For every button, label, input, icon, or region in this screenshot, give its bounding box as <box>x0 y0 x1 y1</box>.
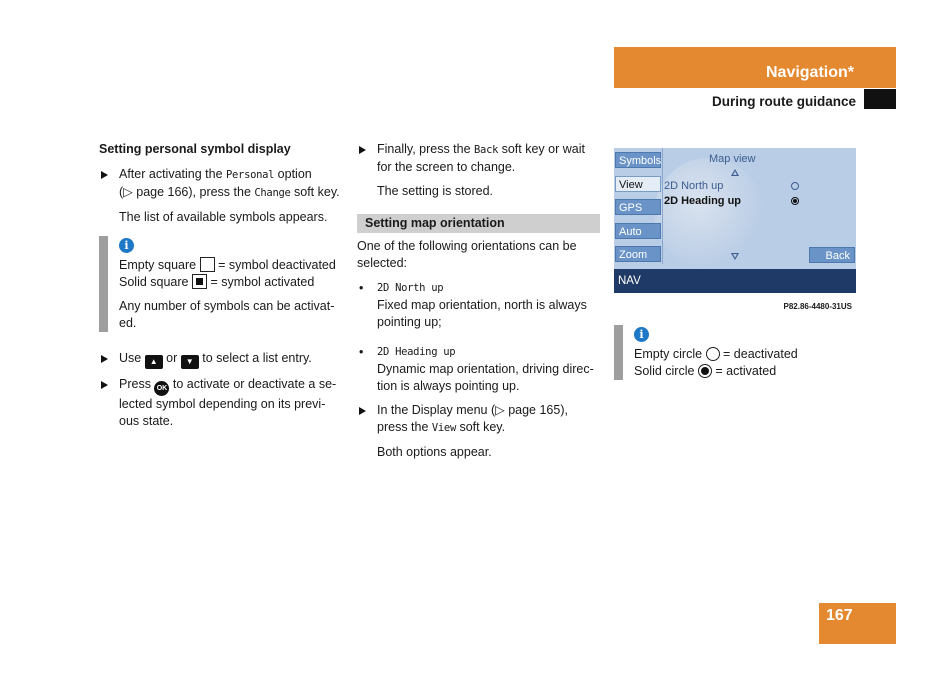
step-arrow-icon <box>359 146 366 154</box>
bullet-north-up: • 2D North up Fixed map orientation, north is always pointing up; <box>359 281 587 329</box>
info-box-symbols <box>99 236 345 332</box>
radio-empty-icon[interactable] <box>791 182 799 190</box>
page-number: 167 <box>819 603 896 644</box>
softkey-auto[interactable]: Auto <box>615 223 661 239</box>
info-icon: i <box>634 327 649 342</box>
result-options-appear: Both options appear. <box>377 445 492 459</box>
step-arrow-icon <box>101 381 108 389</box>
section-header-bar <box>614 47 896 88</box>
result-setting-stored: The setting is stored. <box>377 184 494 198</box>
status-bar-nav: NAV <box>614 269 856 293</box>
subsection-marker <box>864 89 896 109</box>
info-bar <box>99 236 108 332</box>
step-arrow-icon <box>101 355 108 363</box>
step-arrow-icon <box>359 407 366 415</box>
info-line-solid-circle: Solid circle = activated <box>634 364 777 378</box>
radio-selected-icon[interactable] <box>791 197 799 205</box>
info-line-solid: Solid square = symbol activated <box>119 275 315 289</box>
up-key-icon: ▲ <box>145 355 163 369</box>
map-view-title: Map view <box>709 153 756 165</box>
result-list-appears: The list of available symbols appears. <box>119 210 328 224</box>
softkey-gps[interactable]: GPS <box>615 199 661 215</box>
heading-personal-symbol: Setting personal symbol display <box>99 142 291 156</box>
down-key-icon: ▼ <box>181 355 199 369</box>
column-2 <box>357 141 600 468</box>
column-3 <box>614 148 856 398</box>
column-1 <box>99 141 345 437</box>
info-icon: i <box>119 238 134 253</box>
info-box-circles <box>614 325 856 380</box>
list-item-heading-up[interactable]: 2D Heading up <box>664 195 742 207</box>
info-line-empty: Empty square = symbol deactivated <box>119 258 336 272</box>
subsection-title: During route guidance <box>711 94 856 109</box>
step-press-ok: Press OK to activate or deactivate a se-lected symbol depending on its previ-ous state. <box>99 376 345 430</box>
section-title: Navigation* <box>765 64 854 81</box>
step-press-view: In the Display menu (▷ page 165), press the View soft key. <box>357 402 600 437</box>
list-item-north-up[interactable]: 2D North up <box>664 180 724 192</box>
scroll-up-icon[interactable] <box>731 169 739 176</box>
softkey-zoom[interactable]: Zoom <box>615 246 661 262</box>
step-arrow-icon <box>101 171 108 179</box>
info-bar <box>614 325 623 380</box>
softkey-symbols[interactable]: Symbols <box>615 152 661 168</box>
softkey-back[interactable]: Back <box>809 247 855 263</box>
step-select-entry: Use ▲ or ▼ to select a list entry. <box>99 350 345 369</box>
bullet-dot-icon: • <box>359 345 364 359</box>
section-map-orientation: Setting map orientation <box>357 214 600 233</box>
bullet-dot-icon: • <box>359 281 364 295</box>
empty-square-icon <box>200 257 215 272</box>
nav-screen-figure <box>614 148 856 293</box>
step-press-back: Finally, press the Back soft key or wait for the screen to change. <box>357 141 600 176</box>
step-activate-personal: After activating the Personal option (▷ page 166), press the Change soft key. <box>99 166 345 202</box>
scroll-down-icon[interactable] <box>731 253 739 260</box>
orientation-intro: One of the following orientations can be selected: <box>357 239 577 270</box>
softkey-view[interactable]: View <box>615 176 661 192</box>
info-line-empty-circle: Empty circle = deactivated <box>634 347 798 361</box>
solid-square-icon <box>192 274 207 289</box>
solid-circle-icon <box>698 364 712 378</box>
empty-circle-icon <box>706 347 720 361</box>
ok-button-icon: OK <box>154 381 169 396</box>
figure-code: P82.86-4480-31US <box>783 302 852 311</box>
bullet-heading-up: • 2D Heading up Dynamic map orientation, driving direc-tion is always pointing up. <box>359 345 594 393</box>
info-line-any: Any number of symbols can be activat-ed. <box>119 299 335 330</box>
